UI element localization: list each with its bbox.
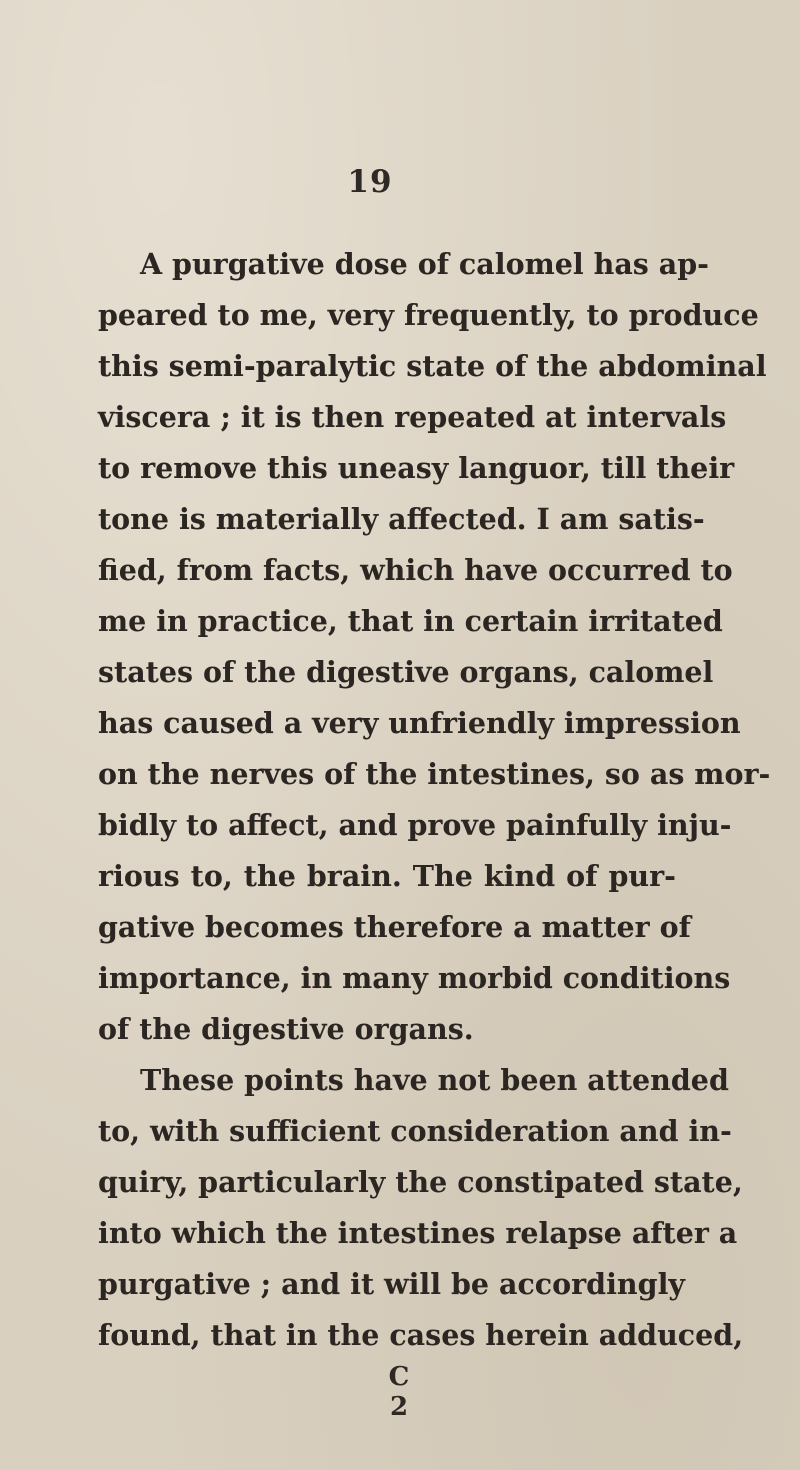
text-line: fied, from facts, which have occurred to bbox=[98, 553, 733, 587]
text-line: tone is materially affected. I am satis- bbox=[98, 502, 705, 536]
text-line: me in practice, that in certain irritated bbox=[98, 604, 723, 638]
text-line: purgative ; and it will be accordingly bbox=[98, 1267, 685, 1301]
text-line: into which the intestines relapse after a bbox=[98, 1216, 738, 1250]
text-line: states of the digestive organs, calomel bbox=[98, 655, 714, 689]
text-line: importance, in many morbid conditions bbox=[98, 961, 731, 995]
text-line: rious to, the brain. The kind of pur- bbox=[98, 859, 676, 893]
text-line: has caused a very unfriendly impression bbox=[98, 706, 741, 740]
text-line: peared to me, very frequently, to produce bbox=[98, 298, 759, 332]
text-line: this semi-paralytic state of the abdominal bbox=[98, 349, 767, 383]
text-line: found, that in the cases herein adduced, bbox=[98, 1318, 744, 1352]
text-line: viscera ; it is then repeated at intervals bbox=[98, 400, 727, 434]
text-line: A purgative dose of calomel has ap- bbox=[140, 247, 709, 281]
text-line: to remove this uneasy languor, till their bbox=[98, 451, 735, 485]
text-line: bidly to affect, and prove painfully inju- bbox=[98, 808, 732, 842]
text-line: on the nerves of the intestines, so as mor- bbox=[98, 757, 771, 791]
text-line: gative becomes therefore a matter of bbox=[98, 910, 691, 944]
page-number: 19 bbox=[347, 164, 393, 200]
text-line: These points have not been attended bbox=[140, 1063, 729, 1097]
text-line: to, with sufficient consideration and in- bbox=[98, 1114, 732, 1148]
text-line: of the digestive organs. bbox=[98, 1012, 474, 1046]
text-line: quiry, particularly the constipated state, bbox=[98, 1165, 743, 1199]
signature-mark: C 2 bbox=[388, 1362, 416, 1422]
